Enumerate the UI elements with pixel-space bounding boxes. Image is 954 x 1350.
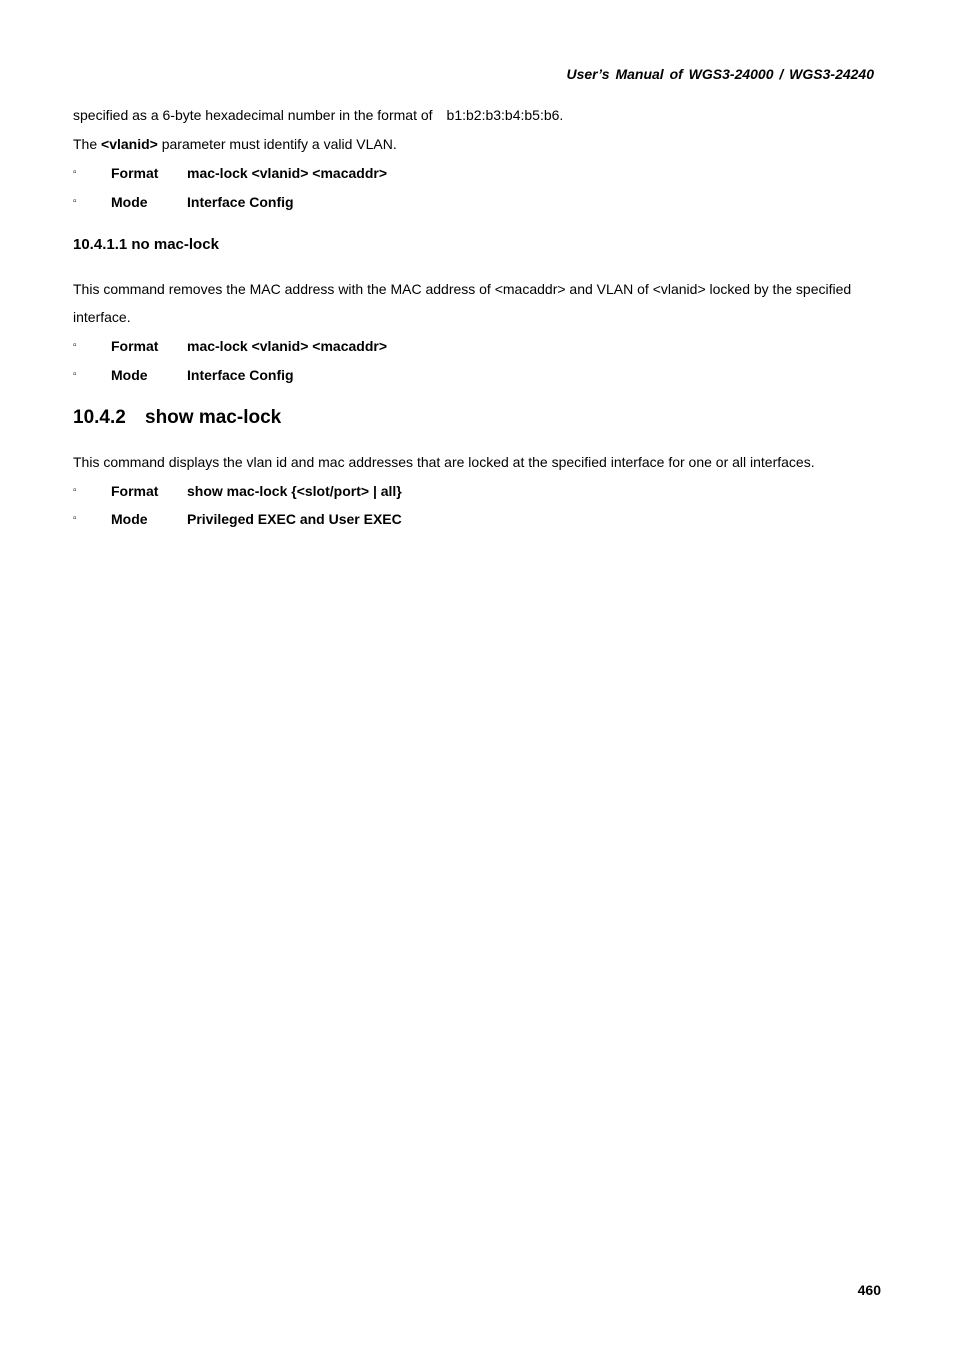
intro-line-2-suffix: parameter must identify a valid VLAN. <box>157 136 397 152</box>
vlanid-param: <vlanid> <box>101 136 158 152</box>
heading-number: 10.4.2 <box>73 407 126 428</box>
mode-value: Interface Config <box>187 194 294 210</box>
page-header: User’s Manual of WGS3-24000 / WGS3-24240 <box>566 66 874 82</box>
page-number: 460 <box>857 1282 881 1298</box>
mode-value: Interface Config <box>187 367 294 383</box>
bullet-icon: ▫ <box>73 485 77 496</box>
mode-label: Mode <box>111 511 148 527</box>
bullet-icon: ▫ <box>73 196 77 207</box>
bullet-icon: ▫ <box>73 167 77 178</box>
intro-line-2 <box>73 135 397 153</box>
format-label: Format <box>111 165 159 181</box>
mode-value: Privileged EXEC and User EXEC <box>187 511 402 527</box>
heading-show-mac-lock <box>73 407 281 429</box>
no-mac-lock-desc-line-2: interface. <box>73 309 131 325</box>
format-value: show mac-lock {<slot/port> | all} <box>187 483 402 499</box>
show-mac-lock-desc: This command displays the vlan id and mac addresses that are locked at the specified interface for one or all interfaces. <box>73 454 815 470</box>
format-label: Format <box>111 483 159 499</box>
no-mac-lock-desc-line-1: This command removes the MAC address with the MAC address of <macaddr> and VLAN of <vlanid> locked by the specified <box>73 281 852 297</box>
format-value: mac-lock <vlanid> <macaddr> <box>187 165 387 181</box>
mode-label: Mode <box>111 194 148 210</box>
format-value: mac-lock <vlanid> <macaddr> <box>187 338 387 354</box>
bullet-icon: ▫ <box>73 513 77 524</box>
mac-format-example: b1:b2:b3:b4:b5:b6. <box>446 107 564 123</box>
intro-line-2-prefix: The <box>73 136 102 152</box>
heading-title: show mac-lock <box>145 407 282 428</box>
format-label: Format <box>111 338 159 354</box>
bullet-icon: ▫ <box>73 369 77 380</box>
mode-label: Mode <box>111 367 148 383</box>
intro-line-1 <box>73 106 563 124</box>
bullet-icon: ▫ <box>73 340 77 351</box>
intro-line-1-text: specified as a 6-byte hexadecimal number in the format of <box>73 107 433 123</box>
heading-no-mac-lock: 10.4.1.1 no mac-lock <box>73 236 219 253</box>
